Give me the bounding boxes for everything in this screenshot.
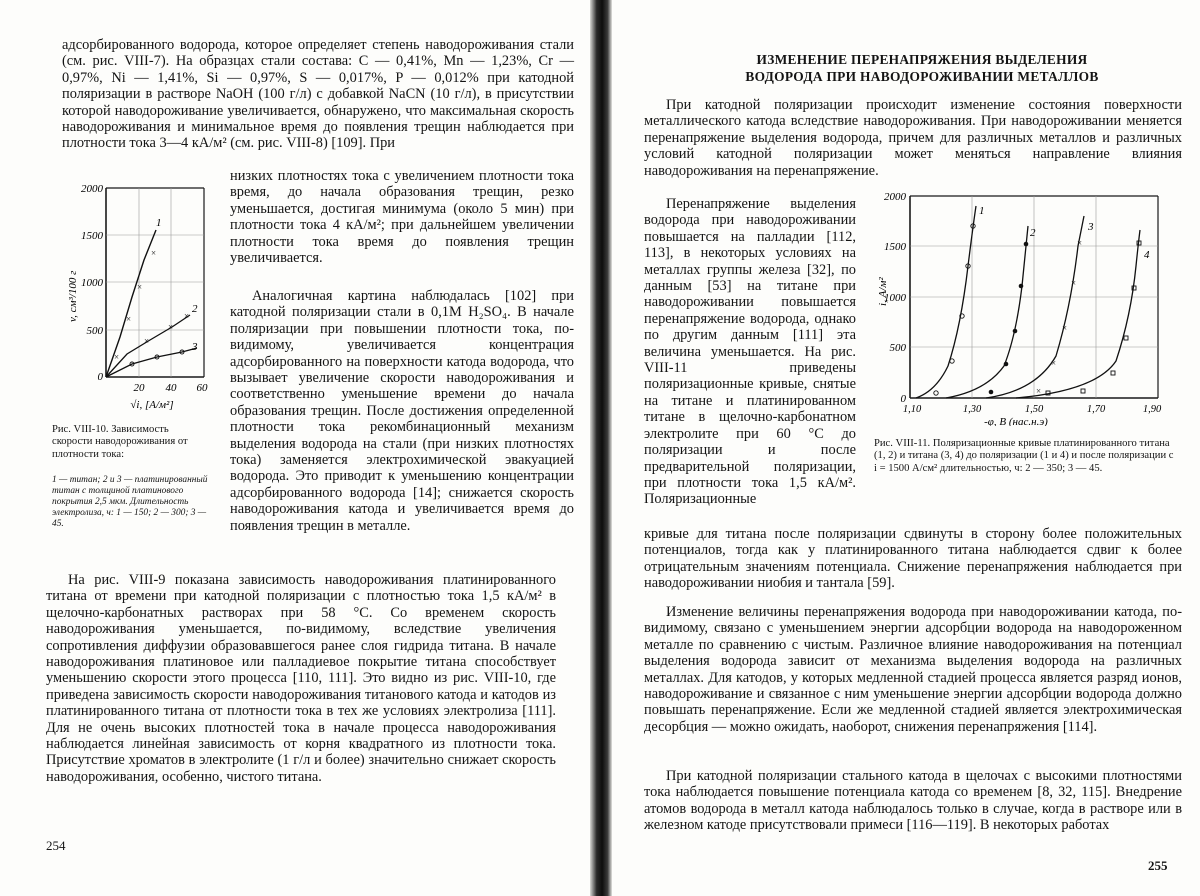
section-heading-line-1: ИЗМЕНЕНИЕ ПЕРЕНАПРЯЖЕНИЯ ВЫДЕЛЕНИЯ (756, 52, 1088, 67)
svg-text:×: × (137, 282, 143, 292)
y-axis-label: i, А/м² (877, 277, 889, 306)
x-axis-label: √i, [А/м²] (130, 399, 174, 411)
figure-viii-10-caption: Рис. VIII-10. Зависимость скорости наводороживания от плотности тока: (52, 424, 188, 460)
svg-text:×: × (1077, 238, 1083, 248)
figure-viii-11-caption: Рис. VIII-11. Поляризационные кривые платинированного титана (1, 2) и титана (3, 4) до поляризации (1 и 4) и после поляризации с i = 1500 А/см² длительностью, ч: 2 — 350; 3 — 45. (874, 438, 1174, 474)
x-tick: 1,30 (962, 404, 982, 415)
figure-viii-11 (866, 186, 1166, 426)
y-tick: 1000 (884, 292, 906, 304)
paragraph-4: При катодной поляризации стального катода в щелочах с высокими плотностями тока наблюдается повышение потенциала катода со временем [8, 32, 115]. Внедрение атомов водорода в металл катода наблюдалось только в случае, когда в растворе или в железном катоде присутствовали примеси [116—119]. В некоторых работах (644, 768, 1182, 834)
y-tick: 2000 (884, 191, 906, 203)
figure-viii-10 (52, 172, 214, 422)
book-gutter (590, 0, 612, 896)
x-tick: 1,50 (1024, 404, 1044, 415)
label-series-2: 2 (192, 303, 198, 315)
x-tick: 1,70 (1086, 404, 1106, 415)
x-tick: 1,90 (1142, 404, 1162, 415)
paragraph-1: При катодной поляризации происходит изменение состояния поверхности металлического катода вследствие наводороживания. При наводороживании меняется перенапряжение выделения водорода, причем для различных металлов и различных условий катодной поляризации может меняться направление влияния наводороживания на перенапряжение. (644, 97, 1182, 179)
y-tick: 1000 (81, 277, 103, 289)
label-series-2: 2 (1030, 227, 1036, 239)
paragraph-2-side: Перенапряжение выделения водорода при наводороживании повышается на палладии [112, 113], в некоторых условиях на металлах группы железа [32], по данным [53] на титане при наводороживании повышается перенапряжение водорода, однако по другим данным [111] эта величина уменьшается. На рис. VIII-11 приведены поляризационные кривые, снятые на титане и платинированном титане в щелочно-карбонатном электролите при 60 °С до поляризации и после предварительной поляризации, при плотности тока 1,5 кА/м². Поляризационные (644, 196, 856, 508)
paragraph-side-2: Аналогичная картина наблюдалась [102] при катодной поляризации стали в 0,1М H₂SO₄. В начале поляризации при повышении плотности тока, по-видимому, увеличивается концентрация адсорбированного на поверхности катода водорода, что вызывает увеличение скорости наводороживания и соответственно уменьшение времени до начала образования трещин. После достижения определенной плотности тока рекомбинационный механизм выделения водорода на стали (при низких плотностях тока) заменяется электрохимической эвакуацией водорода. Это приводит к уменьшению концентрации адсорбированного водорода [14]; снижается скорость наводороживания катода и увеличивается время до появления трещин в металле. (230, 288, 574, 534)
label-series-3: 3 (1088, 221, 1094, 233)
y-tick: 500 (889, 342, 906, 354)
svg-text:×: × (1036, 386, 1042, 396)
label-series-3: 3 (192, 341, 198, 353)
svg-text:×: × (1051, 358, 1057, 368)
label-series-4: 4 (1144, 249, 1150, 261)
y-tick: 0 (900, 393, 906, 405)
figure-viii-11-plot (866, 186, 1166, 426)
right-page (612, 0, 1200, 896)
svg-text:×: × (126, 314, 132, 324)
curve-2 (106, 315, 190, 377)
y-tick: 500 (86, 325, 103, 337)
svg-text:×: × (1062, 323, 1068, 333)
paragraph-bottom: На рис. VIII-9 показана зависимость наводороживания платинированного титана от времени при катодной поляризации с плотностью тока 1,5 кА/м² в щелочно-карбонатных растворах при 58 °С. Со временем скорость наводороживания уменьшается, по-видимому, вследствие увеличения сопротивления диффузии образовавшегося ранее слоя гидрида титана. В начале наводороживания платиновое или палладиевое покрытие титана способствует уменьшению скорости этого процесса [110, 111]. Это видно из рис. VIII-10, где приведена зависимость скорости наводороживания титанового катода и катодов из платинированного титана от плотности тока в тех же условиях электролиза [111]. Для не очень высоких плотностей тока в начале процесса наводороживания наблюдается линейная зависимость от корня квадратного из плотности тока. Присутствие хроматов в электролите (1 г/л и более) значительно снижает скорость наводороживания, особенно, чистого титана. (46, 572, 556, 785)
svg-text:×: × (1071, 278, 1077, 288)
label-series-1: 1 (156, 217, 162, 229)
left-page (0, 0, 590, 896)
paragraph-side-1: низких плотностях тока с увеличением плотности тока время, до начала образования трещин, резко уменьшается, достигая минимума (около 5 мин) при плотности тока 4 кА/м²; при дальнейшем увеличении плотности тока время до появления трещин увеличивается. (230, 168, 574, 267)
y-tick: 2000 (81, 183, 103, 195)
svg-text:×: × (168, 322, 174, 332)
curve-1 (916, 206, 976, 398)
y-tick: 0 (97, 371, 103, 383)
x-axis-label: -φ, В (нас.н.э) (984, 416, 1048, 426)
svg-text:×: × (144, 336, 150, 346)
y-tick: 1500 (81, 230, 103, 242)
x-tick: 60 (196, 382, 208, 394)
x-tick: 40 (165, 382, 177, 394)
figure-viii-10-plot (52, 172, 214, 422)
svg-text:×: × (114, 352, 120, 362)
paragraph-top: адсорбированного водорода, которое определяет степень наводороживания стали (см. рис. VIII-7). На образцах стали состава: С — 0,41%, Mn — 1,23%, Cr — 0,97%, Ni — 1,41%, Si — 0,97%, S — 0,017%, P — 0,012% при катодной поляризации в растворе NaOH (100 г/л) с добавкой NaCN (10 г/л), в присутствии которой наводороживание увеличивается, обнаружено, что максимальная скорость наводороживания и минимальное время до появления трещин наблюдается при плотности тока 3—4 кА/м² (см. рис. VIII-8) [109]. При (62, 37, 574, 152)
page-number-left: 254 (46, 838, 66, 853)
svg-text:×: × (184, 311, 190, 321)
figure-viii-10-legend: 1 — титан; 2 и 3 — платинированный титан с толщиной платинового покрытия 2,5 мкм. Длительность электролиза, ч: 1 — 150; 2 — 300; 3 — 45. (52, 475, 208, 529)
page-number-right: 255 (1148, 858, 1168, 873)
x-tick: 1,10 (902, 404, 922, 415)
svg-text:×: × (151, 248, 157, 258)
paragraph-2-continued: кривые для титана после поляризации сдвинуты в сторону более положительных потенциалов, тогда как у платинированного титана наблюдается сдвиг к более отрицательным значениям потенциала. Снижение перенапряжения наблюдается при наводороживании ниобия и тантала [59]. (644, 526, 1182, 592)
paragraph-3: Изменение величины перенапряжения водорода при наводороживании катода, по-видимому, связано с уменьшением энергии адсорбции водорода на наводороженном металле по сравнению с чистым. Различное влияние наводороживания на потенциал выделения водорода зависит от механизма выделения водорода на различных металлах. Для катодов, у которых медленной стадией процесса является разряд ионов, наводороживание и связанное с ним уменьшение энергии адсорбции водорода должно повышать перенапряжение. Если же медленной стадией является электрохимическая десорбция — можно ожидать, наоборот, снижения перенапряжения [114]. (644, 604, 1182, 735)
label-series-1: 1 (979, 205, 985, 217)
section-heading-line-2: ВОДОРОДА ПРИ НАВОДОРОЖИВАНИИ МЕТАЛЛОВ (745, 69, 1099, 84)
y-axis-label: v, см³/100 г (67, 270, 79, 322)
y-tick: 1500 (884, 241, 906, 253)
x-tick: 20 (133, 382, 145, 394)
curve-2 (946, 226, 1028, 398)
curve-4 (1016, 230, 1140, 398)
